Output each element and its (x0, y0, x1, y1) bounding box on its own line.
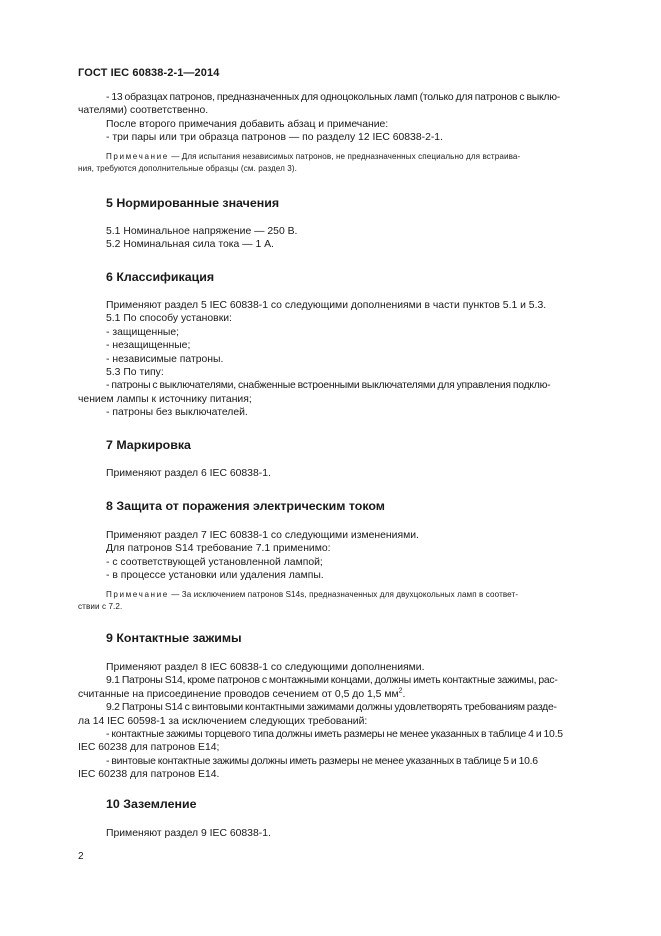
s7-para-1: Применяют раздел 6 IEC 60838-1. (106, 468, 271, 479)
note-text: — За исключением патронов S14s, предназначенных для двухцокольных ламп в соответ- (168, 590, 519, 599)
s9-list-item: - винтовые контактные зажимы должны иметь размеры не менее указанных в таблице 5 и 10.6 (106, 755, 538, 767)
section-8-heading: 8 Защита от поражения электрическим током (106, 499, 385, 513)
document-header: ГОСТ IEC 60838-2-1—2014 (78, 67, 220, 79)
s9-item-1-text: считанные на присоединение проводов сечением от 0,5 до 1,5 мм (78, 688, 399, 700)
s9-list-item-cont: IEC 60238 для патронов E14; (78, 742, 220, 754)
s6-list-item: - защищенные; (106, 326, 180, 338)
s9-item-1-end: . (402, 688, 406, 700)
s6-para-3: 5.3 По типу: (106, 367, 164, 379)
section-8-note (78, 589, 614, 612)
s8-note-line-1 (78, 589, 614, 601)
note-text: — Для испытания независимых патронов, не предназначенных специально для встраива- (168, 152, 521, 161)
s6-list-item-long: - патроны с выключателями, снабженные встроенными выключателями для управления подклю- (106, 380, 551, 392)
s9-item-1: 9.1 Патроны S14, кроме патронов с монтажными концами, должны иметь контактные зажимы, рас- (106, 675, 558, 687)
intro-note-line-1 (78, 151, 614, 163)
section-5-body (78, 225, 614, 252)
intro-note-line-2: ния, требуются дополнительные образцы (см. раздел 3). (78, 163, 298, 173)
section-9-body (78, 661, 614, 782)
s9-list-item: - контактные зажимы торцевого типа должны иметь размеры не менее указанных в таблице 4 и 10.5 (106, 729, 563, 741)
section-7-heading: 7 Маркировка (106, 438, 191, 452)
section-10-body (78, 827, 614, 840)
intro-note (78, 151, 614, 174)
note-label: Примечание (106, 590, 169, 599)
s8-para-1: Применяют раздел 7 IEC 60838-1 со следующими изменениями. (106, 530, 419, 541)
s6-para-2: 5.1 По способу установки: (106, 313, 232, 325)
s6-list-item-long-cont: чением лампы к источнику питания; (78, 393, 252, 405)
s5-item-2: 5.2 Номинальная сила тока — 1 А. (106, 239, 274, 251)
s8-note-line-2: ствии с 7.2. (78, 601, 123, 611)
section-7-body (78, 467, 614, 480)
intro-line-1: - 13 образцах патронов, предназначенных для одноцокольных ламп (только для патронов с выклю- (106, 92, 560, 103)
s10-para-1: Применяют раздел 9 IEC 60838-1. (106, 828, 271, 839)
intro-block (78, 91, 614, 145)
s6-list-item: - патроны без выключателей. (106, 407, 248, 419)
s8-list-item: - с соответствующей установленной лампой; (106, 556, 323, 568)
s6-para-1: Применяют раздел 5 IEC 60838-1 со следующими дополнениями в части пунктов 5.1 и 5.3. (106, 300, 547, 311)
s9-item-1-cont (78, 688, 614, 701)
intro-line-2: чателями) соответственно. (78, 105, 209, 117)
s9-para-1: Применяют раздел 8 IEC 60838-1 со следующими дополнениями. (106, 662, 425, 673)
s5-item-1: 5.1 Номинальное напряжение — 250 В. (106, 226, 298, 237)
s8-list-item: - в процессе установки или удаления лампы. (106, 570, 324, 582)
section-6-body (78, 299, 614, 420)
s6-list-item: - независимые патроны. (106, 353, 224, 365)
intro-line-4: - три пары или три образца патронов — по разделу 12 IEC 60838-2-1. (106, 132, 443, 144)
page-number: 2 (78, 851, 84, 862)
section-6-heading: 6 Классификация (106, 270, 215, 284)
section-5-heading: 5 Нормированные значения (106, 196, 280, 210)
intro-line-3: После второго примечания добавить абзац и примечание: (106, 118, 389, 130)
s9-item-2: 9.2 Патроны S14 с винтовыми контактными зажимами должны удовлетворять требованиям разде- (106, 702, 557, 714)
note-label: Примечание (106, 152, 169, 161)
superscript: 2 (398, 687, 403, 695)
section-10-heading: 10 Заземление (106, 797, 197, 811)
s9-item-2-cont: ла 14 IEC 60598-1 за исключением следующих требований: (78, 715, 368, 727)
s8-para-2: Для патронов S14 требование 7.1 применимо: (106, 543, 331, 555)
section-8-body (78, 529, 614, 583)
s9-list-item-cont: IEC 60238 для патронов E14. (78, 769, 220, 781)
section-9-heading: 9 Контактные зажимы (106, 631, 242, 645)
s6-list-item: - незащищенные; (106, 340, 191, 352)
